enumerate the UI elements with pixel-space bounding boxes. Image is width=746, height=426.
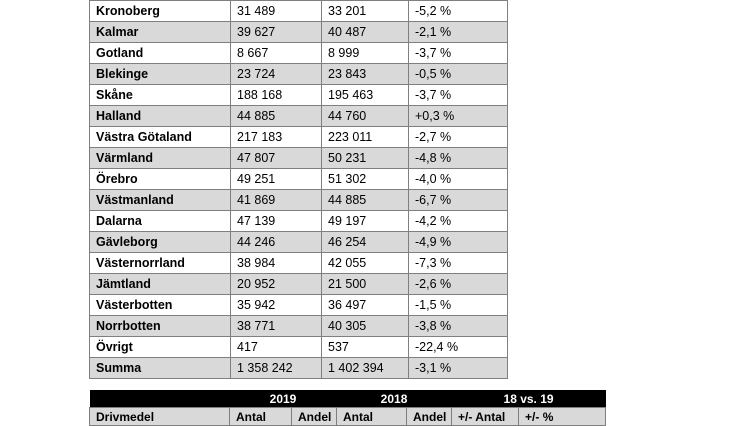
change-percent-cell: -2,1 % — [409, 22, 508, 43]
change-percent-cell: -7,3 % — [409, 253, 508, 274]
count-2018-cell: 223 011 — [322, 127, 409, 148]
region-name-cell: Summa — [90, 358, 231, 379]
count-2018-cell: 46 254 — [322, 232, 409, 253]
count-2018-cell: 537 — [322, 337, 409, 358]
region-row — [90, 211, 508, 232]
year-2019-header: 2019 — [230, 390, 337, 408]
count-2019-cell: 49 251 — [231, 169, 322, 190]
count-2019-cell: 8 667 — [231, 43, 322, 64]
share-2018-header: Andel — [407, 408, 452, 426]
count-2019-cell: 188 168 — [231, 85, 322, 106]
count-2019-header: Antal — [230, 408, 292, 426]
count-2019-cell: 23 724 — [231, 64, 322, 85]
count-2018-cell: 1 402 394 — [322, 358, 409, 379]
count-2018-cell: 33 201 — [322, 1, 409, 22]
fuel-year-header-row — [90, 390, 606, 408]
region-row — [90, 127, 508, 148]
diff-count-header: +/- Antal — [452, 408, 519, 426]
region-name-cell: Blekinge — [90, 64, 231, 85]
count-2019-cell: 31 489 — [231, 1, 322, 22]
fuel-type-header: Drivmedel — [90, 408, 230, 426]
change-percent-cell: -3,1 % — [409, 358, 508, 379]
region-row — [90, 169, 508, 190]
count-2019-cell: 47 139 — [231, 211, 322, 232]
region-name-cell: Västernorrland — [90, 253, 231, 274]
region-name-cell: Norrbotten — [90, 316, 231, 337]
region-name-cell: Västra Götaland — [90, 127, 231, 148]
change-percent-cell: +0,3 % — [409, 106, 508, 127]
count-2019-cell: 44 246 — [231, 232, 322, 253]
region-row — [90, 190, 508, 211]
region-name-cell: Västerbotten — [90, 295, 231, 316]
region-row — [90, 316, 508, 337]
count-2019-cell: 20 952 — [231, 274, 322, 295]
region-row — [90, 295, 508, 316]
change-percent-cell: -5,2 % — [409, 1, 508, 22]
region-row — [90, 1, 508, 22]
count-2018-cell: 51 302 — [322, 169, 409, 190]
fuel-table — [89, 390, 606, 426]
region-name-cell: Gotland — [90, 43, 231, 64]
region-row — [90, 22, 508, 43]
comparison-header: 18 vs. 19 — [452, 390, 606, 408]
change-percent-cell: -4,9 % — [409, 232, 508, 253]
year-2018-header: 2018 — [337, 390, 452, 408]
count-2018-cell: 40 305 — [322, 316, 409, 337]
count-2019-cell: 1 358 242 — [231, 358, 322, 379]
region-name-cell: Jämtland — [90, 274, 231, 295]
region-name-cell: Skåne — [90, 85, 231, 106]
count-2018-cell: 49 197 — [322, 211, 409, 232]
region-name-cell: Kronoberg — [90, 1, 231, 22]
count-2019-cell: 35 942 — [231, 295, 322, 316]
region-name-cell: Örebro — [90, 169, 231, 190]
count-2019-cell: 39 627 — [231, 22, 322, 43]
region-name-cell: Övrigt — [90, 337, 231, 358]
count-2018-cell: 23 843 — [322, 64, 409, 85]
count-2018-cell: 42 055 — [322, 253, 409, 274]
region-row — [90, 43, 508, 64]
region-row — [90, 253, 508, 274]
change-percent-cell: -2,7 % — [409, 127, 508, 148]
region-name-cell: Dalarna — [90, 211, 231, 232]
count-2018-cell: 36 497 — [322, 295, 409, 316]
region-name-cell: Värmland — [90, 148, 231, 169]
change-percent-cell: -4,8 % — [409, 148, 508, 169]
region-row — [90, 337, 508, 358]
change-percent-cell: -3,7 % — [409, 43, 508, 64]
count-2019-cell: 47 807 — [231, 148, 322, 169]
change-percent-cell: -2,6 % — [409, 274, 508, 295]
count-2019-cell: 41 869 — [231, 190, 322, 211]
change-percent-cell: -0,5 % — [409, 64, 508, 85]
region-row — [90, 274, 508, 295]
fuel-column-header-row — [90, 408, 606, 426]
count-2019-cell: 38 771 — [231, 316, 322, 337]
count-2018-cell: 21 500 — [322, 274, 409, 295]
change-percent-cell: -3,7 % — [409, 85, 508, 106]
diff-percent-header: +/- % — [519, 408, 606, 426]
change-percent-cell: -3,8 % — [409, 316, 508, 337]
count-2018-cell: 44 760 — [322, 106, 409, 127]
region-name-cell: Kalmar — [90, 22, 231, 43]
count-2018-cell: 195 463 — [322, 85, 409, 106]
region-row — [90, 148, 508, 169]
region-row — [90, 106, 508, 127]
region-name-cell: Gävleborg — [90, 232, 231, 253]
count-2018-cell: 40 487 — [322, 22, 409, 43]
count-2019-cell: 417 — [231, 337, 322, 358]
count-2019-cell: 44 885 — [231, 106, 322, 127]
count-2019-cell: 38 984 — [231, 253, 322, 274]
region-name-cell: Västmanland — [90, 190, 231, 211]
count-2018-cell: 8 999 — [322, 43, 409, 64]
share-2019-header: Andel — [292, 408, 337, 426]
region-table — [89, 0, 508, 379]
change-percent-cell: -4,2 % — [409, 211, 508, 232]
count-2018-cell: 50 231 — [322, 148, 409, 169]
count-2018-cell: 44 885 — [322, 190, 409, 211]
change-percent-cell: -22,4 % — [409, 337, 508, 358]
count-2018-header: Antal — [337, 408, 407, 426]
region-row — [90, 232, 508, 253]
region-name-cell: Halland — [90, 106, 231, 127]
change-percent-cell: -1,5 % — [409, 295, 508, 316]
region-row — [90, 64, 508, 85]
change-percent-cell: -6,7 % — [409, 190, 508, 211]
region-row — [90, 85, 508, 106]
fuel-header-blank — [90, 390, 230, 408]
change-percent-cell: -4,0 % — [409, 169, 508, 190]
region-row — [90, 358, 508, 379]
count-2019-cell: 217 183 — [231, 127, 322, 148]
